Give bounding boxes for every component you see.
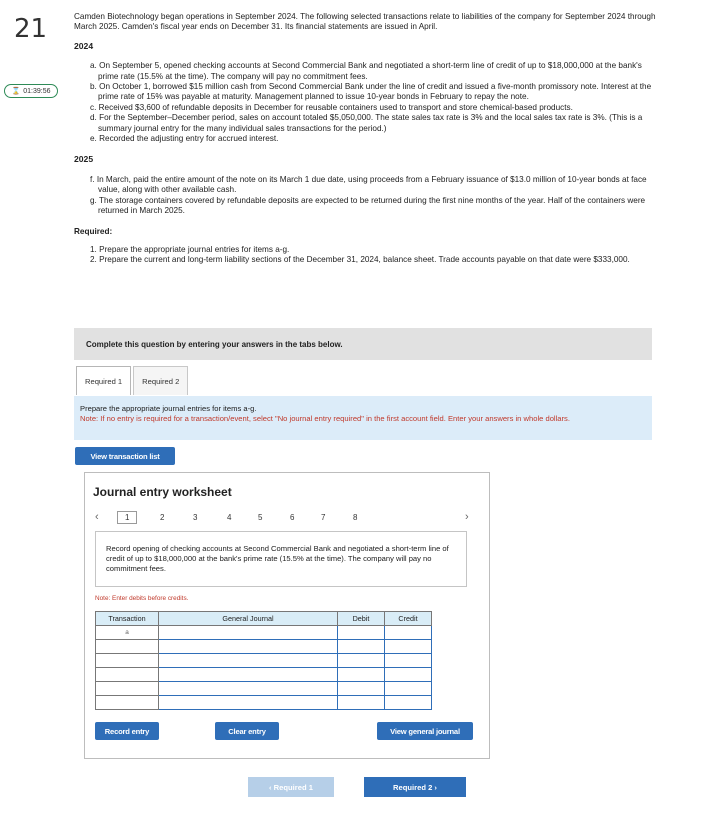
transaction-cell: a: [96, 626, 159, 640]
page-2[interactable]: 2: [160, 513, 165, 522]
timer-value: 01:39:56: [23, 87, 51, 95]
instructions-main: Prepare the appropriate journal entries for items a-g.: [80, 404, 257, 413]
view-transaction-list-button[interactable]: View transaction list: [75, 447, 175, 465]
col-credit: Credit: [385, 612, 432, 626]
transaction-description: Record opening of checking accounts at Second Commercial Bank and negotiated a short-term line of credit of up to $18,000,000 at the bank's prime rate (15.5% at the time). The company will pay no commitment fees.: [95, 531, 467, 587]
clear-entry-button[interactable]: Clear entry: [215, 722, 279, 740]
question-intro: Camden Biotechnology began operations in September 2024. The following selected transactions relate to liabilities of the company for September 2024 through March 2025. Camden's fiscal year ends on December 31. Its financial statements are issued in April.: [74, 12, 656, 32]
page-1[interactable]: 1: [117, 511, 137, 524]
account-field[interactable]: [159, 682, 338, 696]
debit-field[interactable]: [338, 626, 385, 640]
debits-note: Note: Enter debits before credits.: [95, 595, 189, 602]
record-entry-button[interactable]: Record entry: [95, 722, 159, 740]
next-page-icon[interactable]: ›: [465, 511, 469, 523]
year-2024-heading: 2024: [74, 40, 94, 51]
account-field[interactable]: [159, 696, 338, 710]
col-general-journal: General Journal: [159, 612, 338, 626]
page-7[interactable]: 7: [321, 513, 326, 522]
hourglass-icon: ⌛: [11, 88, 21, 95]
tab-bar: [76, 366, 190, 395]
prev-page-icon[interactable]: ‹: [95, 511, 99, 523]
page-6[interactable]: 6: [290, 513, 295, 522]
list-item: 1. Prepare the appropriate journal entries for items a-g.: [90, 244, 290, 254]
table-row: [96, 640, 432, 654]
page-5[interactable]: 5: [258, 513, 263, 522]
question-number: 21: [14, 14, 48, 44]
credit-field[interactable]: [385, 640, 432, 654]
debit-field[interactable]: [338, 682, 385, 696]
col-transaction: Transaction: [96, 612, 159, 626]
question-text: [74, 12, 664, 266]
year-2025-heading: 2025: [74, 154, 94, 165]
view-general-journal-button[interactable]: View general journal: [377, 722, 473, 740]
credit-field[interactable]: [385, 682, 432, 696]
list-item: c. Received $3,600 of refundable deposits in December for reusable containers used to transport and store chemical-based products.: [90, 102, 573, 112]
page-4[interactable]: 4: [227, 513, 232, 522]
timer: [4, 84, 58, 98]
page-8[interactable]: 8: [353, 513, 358, 522]
table-row: [96, 668, 432, 682]
debit-field[interactable]: [338, 668, 385, 682]
debit-field[interactable]: [338, 640, 385, 654]
transaction-cell: [96, 640, 159, 654]
credit-field[interactable]: [385, 626, 432, 640]
list-item: d. For the September–December period, sales on account totaled $5,050,000. The state sales tax rate is 3% and the local sales tax rate is 3%. (This is a summary journal entry for the many individual sales transactions for the period.): [90, 113, 643, 133]
instructions-panel: [74, 396, 652, 440]
transaction-cell: [96, 654, 159, 668]
table-row: [96, 654, 432, 668]
transaction-cell: [96, 668, 159, 682]
debit-field[interactable]: [338, 696, 385, 710]
credit-field[interactable]: [385, 696, 432, 710]
worksheet-title: Journal entry worksheet: [93, 485, 232, 499]
items-2024: [74, 61, 664, 144]
tab-required-2[interactable]: Required 2: [133, 366, 188, 395]
account-field[interactable]: [159, 640, 338, 654]
list-item: g. The storage containers covered by refundable deposits are expected to be returned during the first nine months of the year. Half of the containers were returned in March 2025.: [90, 195, 646, 216]
list-item: 2. Prepare the current and long-term liability sections of the December 31, 2024, balance sheet. Trade accounts payable on that date were $333,000.: [90, 255, 630, 265]
table-row: [96, 682, 432, 696]
worksheet-pager: [93, 511, 483, 527]
required-heading: Required:: [74, 226, 113, 236]
page-3[interactable]: 3: [193, 513, 198, 522]
items-2025: [74, 175, 664, 217]
list-item: f. In March, paid the entire amount of the note on its March 1 due date, using proceeds from a February issuance of $13.0 million of 10-year bonds at face value, along with other available cash.: [90, 174, 647, 195]
debit-field[interactable]: [338, 654, 385, 668]
transaction-cell: [96, 682, 159, 696]
account-field[interactable]: [159, 668, 338, 682]
complete-instructions: Complete this question by entering your answers in the tabs below.: [74, 328, 652, 360]
tab-required-1[interactable]: Required 1: [76, 366, 131, 395]
account-field[interactable]: [159, 626, 338, 640]
journal-entry-worksheet: [84, 472, 490, 759]
credit-field[interactable]: [385, 668, 432, 682]
account-field[interactable]: [159, 654, 338, 668]
transaction-cell: [96, 696, 159, 710]
table-row: [96, 626, 432, 640]
list-item: e. Recorded the adjusting entry for accrued interest.: [90, 134, 279, 144]
table-row: [96, 696, 432, 710]
col-debit: Debit: [338, 612, 385, 626]
prev-required-button[interactable]: ‹ Required 1: [248, 777, 334, 797]
list-item: a. On September 5, opened checking accounts at Second Commercial Bank and negotiated a short-term line of credit of up to $18,000,000 at the bank's prime rate (15.5% at the time). The company will pay no commitment fees.: [90, 61, 642, 81]
next-required-button[interactable]: Required 2 ›: [364, 777, 466, 797]
credit-field[interactable]: [385, 654, 432, 668]
instructions-note: Note: If no entry is required for a transaction/event, select "No journal entry required" in the first account field. Enter your answers in whole dollars.: [80, 413, 570, 423]
required-list: [74, 245, 664, 266]
list-item: b. On October 1, borrowed $15 million cash from Second Commercial Bank under the line of credit and issued a five-month promissory note. Interest at the prime rate of 15% was payable at maturity. Management planned to issue 10-year bonds in February to repay the note.: [90, 82, 652, 102]
journal-table: [95, 611, 432, 710]
